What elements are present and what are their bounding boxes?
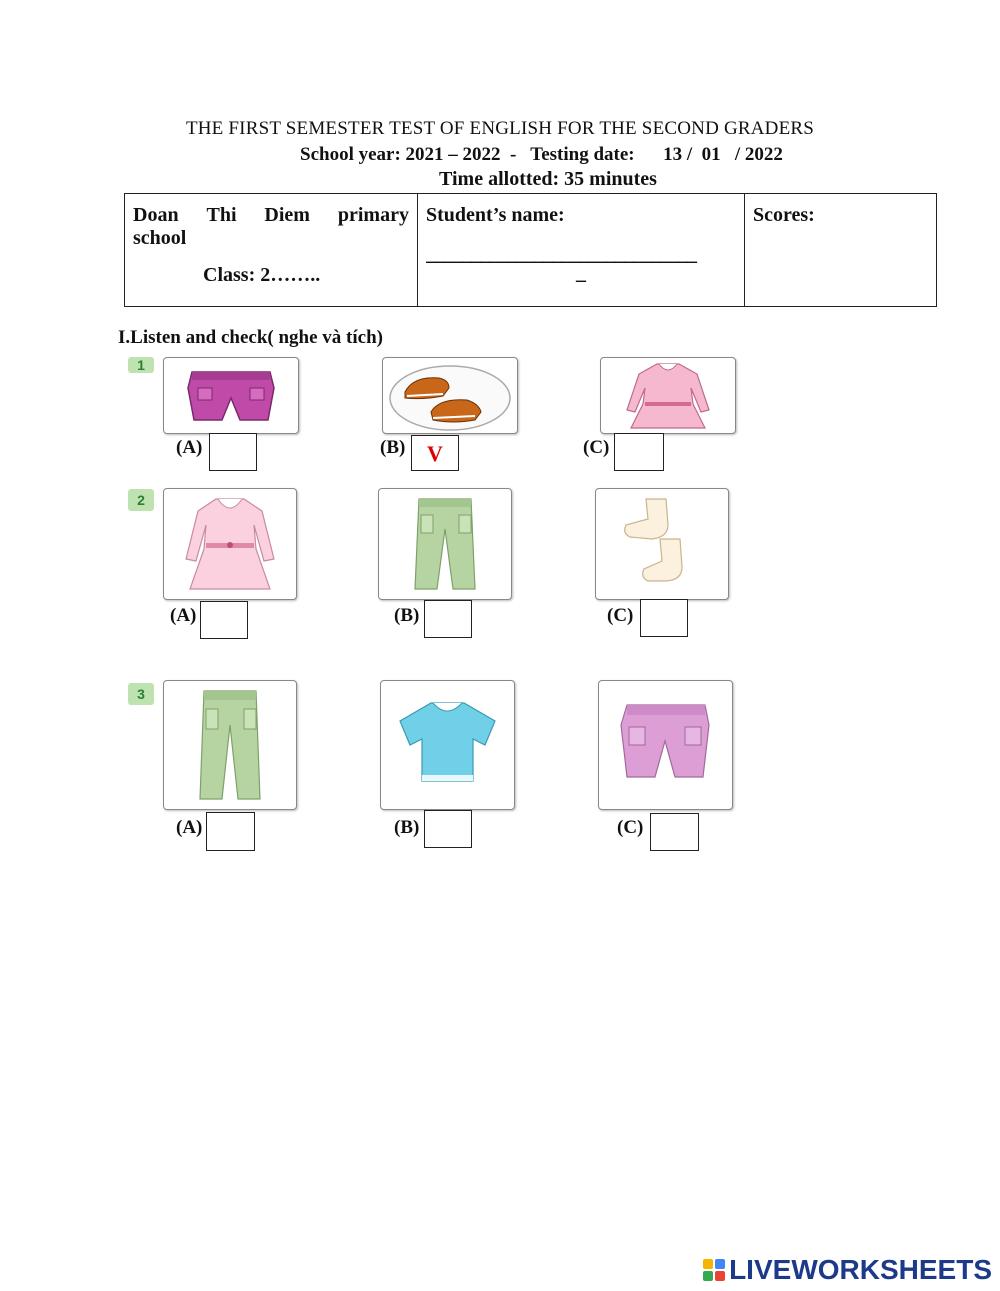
- school-year-line: School year: 2021 – 2022 - Testing date: 13 / 01 / 2022: [300, 144, 783, 165]
- answer-box-2c[interactable]: [640, 599, 688, 637]
- school-cell: [125, 194, 418, 307]
- option-label: (A): [176, 437, 203, 458]
- answer-box-3b[interactable]: [424, 810, 472, 848]
- picture-green-trousers: [163, 680, 297, 810]
- test-title: THE FIRST SEMESTER TEST OF ENGLISH FOR THE SECOND GRADERS: [185, 118, 815, 139]
- answer-box-1b[interactable]: V: [411, 435, 459, 471]
- brand-text: LIVEWORKSHEETS: [729, 1254, 992, 1285]
- option-label: (C): [583, 437, 610, 458]
- logo-square: [703, 1259, 713, 1269]
- picture-green-trousers: [378, 488, 512, 600]
- student-name-blank[interactable]: ______________________________: [426, 243, 696, 265]
- picture-pink-dress: [600, 357, 736, 434]
- logo-square: [715, 1271, 725, 1281]
- picture-pink-shorts: [598, 680, 733, 810]
- option-label: (A): [176, 817, 203, 838]
- logo-square: [703, 1271, 713, 1281]
- student-name-label: Student’s name:: [426, 204, 565, 226]
- school-name-line-2: school: [133, 227, 187, 249]
- picture-blue-t-shirt: [380, 680, 515, 810]
- answer-box-3a[interactable]: [206, 812, 255, 851]
- class-label: Class: 2……..: [203, 264, 321, 286]
- answer-box-1c[interactable]: [614, 433, 664, 471]
- student-name-blank-end: _: [576, 262, 586, 284]
- option-label: (B): [394, 605, 420, 626]
- student-name-cell: [418, 194, 745, 307]
- student-info-table: [124, 193, 937, 307]
- liveworksheets-logo-icon: [703, 1259, 725, 1281]
- option-label: (C): [607, 605, 634, 626]
- answer-box-2a[interactable]: [200, 601, 248, 639]
- question-number-3: 3: [128, 683, 154, 705]
- section-title: I.Listen and check( nghe và tích): [118, 327, 383, 348]
- option-label: (B): [380, 437, 406, 458]
- answer-box-3c[interactable]: [650, 813, 699, 851]
- picture-pink-shorts: [163, 357, 299, 434]
- answer-box-2b[interactable]: [424, 600, 472, 638]
- picture-pink-dress: [163, 488, 297, 600]
- question-number-1: 1: [128, 357, 154, 373]
- picture-socks: [595, 488, 729, 600]
- scores-cell: [745, 194, 937, 307]
- option-label: (B): [394, 817, 420, 838]
- logo-square: [715, 1259, 725, 1269]
- time-allotted: Time allotted: 35 minutes: [439, 168, 657, 190]
- scores-label: Scores:: [753, 204, 815, 226]
- picture-brown-shoes: [382, 357, 518, 434]
- option-label: (C): [617, 817, 644, 838]
- option-label: (A): [170, 605, 197, 626]
- school-name-line: Doan Thi Diem primary: [133, 204, 409, 226]
- answer-box-1a[interactable]: [209, 433, 257, 471]
- question-number-2: 2: [128, 489, 154, 511]
- liveworksheets-brand: [703, 1254, 992, 1286]
